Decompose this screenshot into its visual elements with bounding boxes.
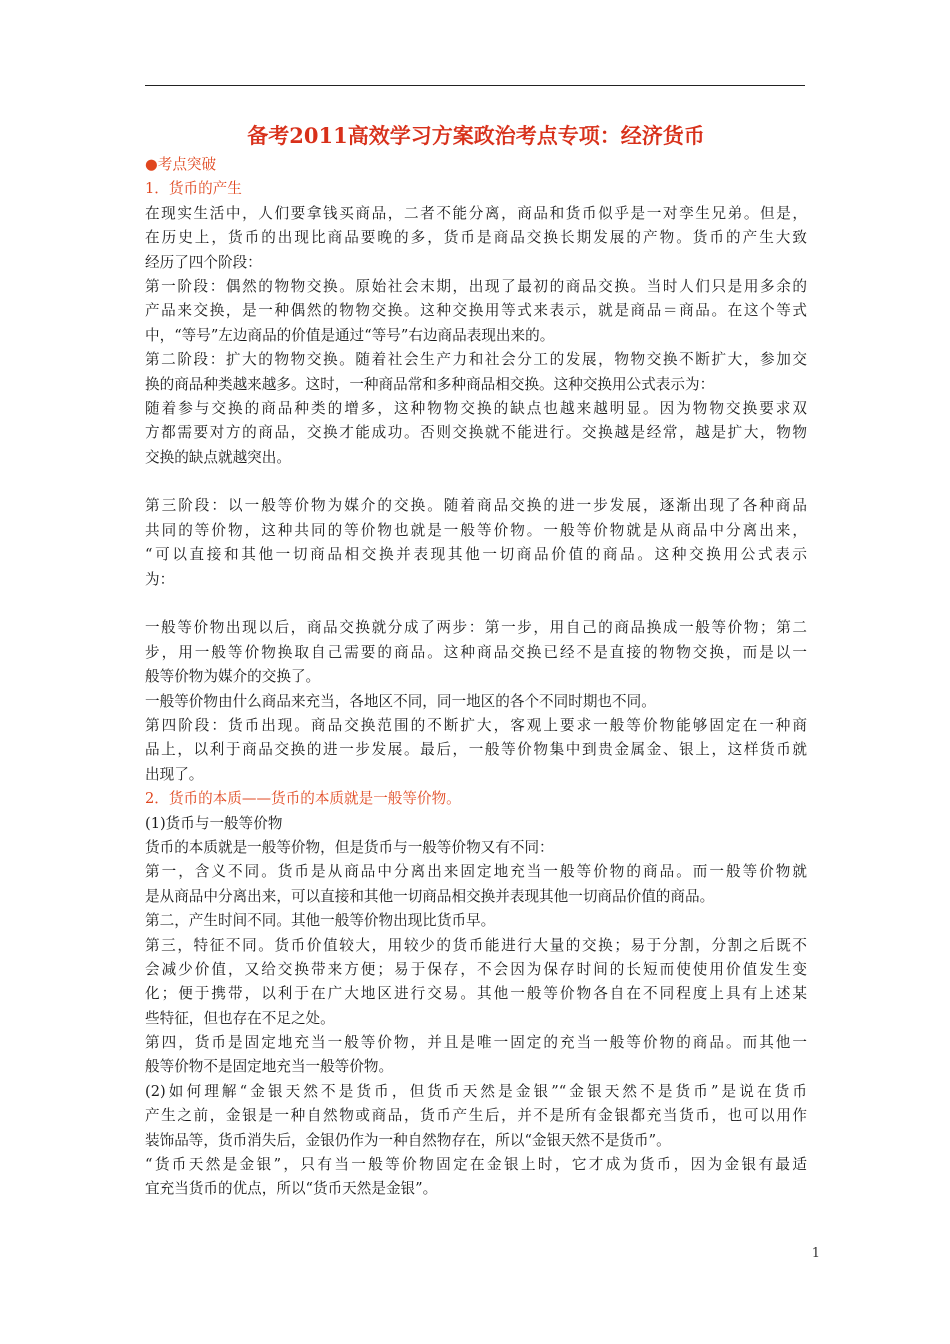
- text-line: 第三，特征不同。货币价值较大，用较少的货币能进行大量的交换；易于分割，分割之后既不: [145, 936, 807, 954]
- text-line: 在历史上，货币的出现比商品要晚的多，货币是商品交换长期发展的产物。货币的产生大致: [145, 229, 807, 247]
- text-line: 货币的本质就是一般等价物，但是货币与一般等价物又有不同：: [145, 838, 554, 856]
- text-line: 会减少价值，又给交换带来方便；易于保存，不会因为保存时间的长短而使使用价值发生变: [145, 960, 807, 978]
- text-line: 宜充当货币的优点，所以“货币天然是金银”。: [145, 1180, 438, 1198]
- text-line: 第三阶段：以一般等价物为媒介的交换。随着商品交换的进一步发展，逐渐出现了各种商品: [145, 497, 807, 515]
- text-line: 为：: [145, 570, 175, 588]
- text-line: 中，“等号”左边商品的价值是通过“等号”右边商品表现出来的。: [145, 326, 555, 344]
- paragraph-lines: [145, 153, 807, 1202]
- text-line: 装饰品等，货币消失后，金银仍作为一种自然物存在，所以“金银天然不是货币”。: [145, 1131, 671, 1149]
- text-line: (1)货币与一般等价物: [145, 814, 283, 832]
- text-line: 是从商品中分离出来，可以直接和其他一切商品相交换并表现其他一切商品价值的商品。: [145, 887, 715, 905]
- text-line: 一般等价物由什么商品来充当，各地区不同，同一地区的各个不同时期也不同。: [145, 692, 656, 710]
- text-line: 产生之前，金银是一种自然物或商品，货币产生后，并不是所有金银都充当货币，也可以用作: [145, 1107, 807, 1125]
- document-body: [145, 119, 807, 1202]
- text-line: 在现实生活中，人们要拿钱买商品，二者不能分离，商品和货币似乎是一对孪生兄弟。但是，: [145, 204, 807, 222]
- text-line: 些特征，但也存在不足之处。: [145, 1009, 335, 1027]
- text-line: 步，用一般等价物换取自己需要的商品。这种商品交换已经不是直接的物物交换，而是以一: [145, 643, 807, 661]
- text-line: 化；便于携带，以利于在广大地区进行交易。其他一般等价物各自在不同程度上具有上述某: [145, 985, 807, 1003]
- text-line: 产品来交换，是一种偶然的物物交换。这种交换用等式来表示，就是商品＝商品。在这个等式: [145, 302, 807, 320]
- text-line: 出现了。: [145, 765, 204, 783]
- section-heading: 1．货币的产生: [145, 180, 242, 198]
- text-line: 交换的缺点就越突出。: [145, 448, 291, 466]
- text-line: 随着参与交换的商品种类的增多，这种物物交换的缺点也越来越明显。因为物物交换要求双: [145, 399, 807, 417]
- text-line: 第二阶段：扩大的物物交换。随着社会生产力和社会分工的发展，物物交换不断扩大，参加交: [145, 351, 807, 369]
- header-rule: [145, 85, 805, 86]
- text-line: 换的商品种类越来越多。这时，一种商品常和多种商品相交换。这种交换用公式表示为：: [145, 375, 715, 393]
- text-line: 第二，产生时间不同。其他一般等价物出现比货币早。: [145, 912, 496, 930]
- text-line: “可以直接和其他一切商品相交换并表现其他一切商品价值的商品。这种交换用公式表示: [145, 546, 807, 564]
- document-title: 备考2011高效学习方案政治考点专项：经济货币: [247, 123, 705, 148]
- section-heading: 2．货币的本质——货币的本质就是一般等价物。: [145, 790, 461, 808]
- text-line: “货币天然是金银”，只有当一般等价物固定在金银上时，它才成为货币，因为金银有最适: [145, 1156, 807, 1174]
- blank-line: [145, 592, 807, 616]
- section-heading: ●考点突破: [145, 156, 217, 173]
- text-line: 方都需要对方的商品，交换才能成功。否则交换就不能进行。交换越是经常，越是扩大，物物: [145, 424, 807, 442]
- text-line: (2)如何理解“金银天然不是货币，但货币天然是金银”“金银天然不是货币”是说在货币: [145, 1082, 807, 1100]
- blank-line: [145, 470, 807, 494]
- text-line: 一般等价物出现以后，商品交换就分成了两步：第一步，用自己的商品换成一般等价物；第二: [145, 619, 807, 637]
- page-number: 1: [811, 1246, 820, 1261]
- text-line: 第一，含义不同。货币是从商品中分离出来固定地充当一般等价物的商品。而一般等价物就: [145, 863, 807, 881]
- text-line: 品上，以利于商品交换的进一步发展。最后，一般等价物集中到贵金属金、银上，这样货币就: [145, 741, 807, 759]
- text-line: 经历了四个阶段：: [145, 253, 262, 271]
- text-line: 般等价物不是固定地充当一般等价物。: [145, 1058, 394, 1076]
- text-line: 第四阶段：货币出现。商品交换范围的不断扩大，客观上要求一般等价物能够固定在一种商: [145, 716, 807, 734]
- text-line: 般等价物为媒介的交换了。: [145, 668, 321, 686]
- text-line: 第四，货币是固定地充当一般等价物，并且是唯一固定的充当一般等价物的商品。而其他一: [145, 1034, 807, 1052]
- text-line: 共同的等价物，这种共同的等价物也就是一般等价物。一般等价物就是从商品中分离出来，: [145, 521, 807, 539]
- text-line: 第一阶段：偶然的物物交换。原始社会末期，出现了最初的商品交换。当时人们只是用多余的: [145, 277, 807, 295]
